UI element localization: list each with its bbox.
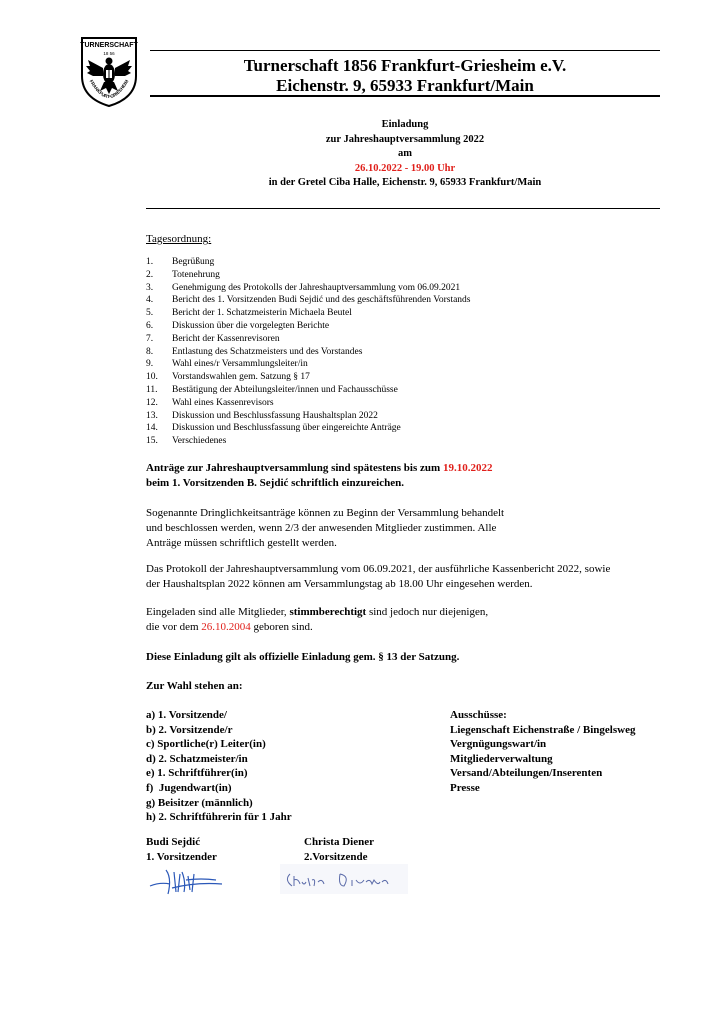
dringlichkeit-line3: Anträge müssen schriftlich gestellt werden.: [146, 537, 337, 549]
ausschuesse-heading: Ausschüsse:: [450, 709, 507, 721]
agenda-item-number: 12.: [146, 397, 158, 408]
antraege-line2: beim 1. Vorsitzenden B. Sejdić schriftlich einzureichen.: [146, 477, 404, 489]
invitation-am: am: [398, 148, 412, 159]
invitation-rule: [146, 208, 660, 209]
header-bottom-rule: [150, 95, 660, 97]
wahl-left-list: [146, 708, 292, 825]
wahl-position: b) 2. Vorsitzende/r: [146, 723, 233, 736]
header-top-rule: [150, 50, 660, 51]
agenda-item-number: 3.: [146, 282, 154, 293]
agenda-item-number: 5.: [146, 308, 154, 319]
antraege-notice: [146, 461, 666, 491]
protokoll-line1: Das Protokoll der Jahreshauptversammlung vom 06.09.2021, der ausführliche Kassenbericht 2022, sowie: [146, 563, 611, 575]
wahl-position: g) Beisitzer (männlich): [146, 796, 253, 809]
agenda-item-number: 10.: [146, 372, 158, 383]
wahl-position: a) 1. Vorsitzende/: [146, 709, 227, 721]
agenda-item-number: 1.: [146, 257, 154, 267]
handwritten-signature-right: [280, 864, 408, 894]
club-address: Eichenstr. 9, 65933 Frankfurt/Main: [276, 76, 534, 95]
signer-left-role: 1. Vorsitzender: [146, 850, 217, 863]
agenda-item: [146, 435, 471, 448]
club-name: Turnerschaft 1856 Frankfurt-Griesheim e.V.: [243, 56, 567, 75]
invitation-title: Einladung: [381, 119, 429, 130]
agenda-item: [146, 282, 471, 295]
agenda-item-text: Diskussion und Beschlussfassung Haushaltsplan 2022: [172, 410, 378, 421]
agenda-item-text: Bericht der Kassenrevisoren: [172, 333, 280, 344]
signature-left: [146, 835, 217, 864]
eingeladen-line2-text: die vor dem: [146, 621, 202, 633]
dringlichkeit-line2: und beschlossen werden, wenn 2/3 der anwesenden Mitglieder zustimmen. Alle: [146, 522, 497, 534]
agenda-item: [146, 307, 471, 320]
eingeladen-text-post: sind jedoch nur diejenigen,: [366, 606, 489, 618]
agenda-item-text: Begrüßung: [172, 257, 215, 267]
dringlichkeit-paragraph: [146, 506, 666, 551]
wahl-position: d) 2. Schatzmeister/in: [146, 752, 248, 765]
invitation-location: in der Gretel Ciba Halle, Eichenstr. 9, 65933 Frankfurt/Main: [268, 177, 542, 188]
agenda-item-number: 8.: [146, 346, 154, 357]
wahl-position: e) 1. Schriftführer(in): [146, 767, 248, 780]
ausschuss-item: Versand/Abteilungen/Inserenten: [450, 767, 603, 780]
agenda-item-text: Bericht der 1. Schatzmeisterin Michaela Beutel: [172, 308, 352, 319]
agenda-item-text: Vorstandswahlen gem. Satzung § 17: [172, 372, 310, 383]
eingeladen-paragraph: [146, 605, 666, 635]
agenda-item: [146, 320, 471, 333]
agenda-item: [146, 358, 471, 371]
agenda-item-number: 14.: [146, 423, 158, 434]
agenda-item-number: 9.: [146, 359, 154, 370]
agenda-item-text: Diskussion über die vorgelegten Berichte: [172, 320, 330, 331]
agenda-list: [146, 256, 471, 448]
agenda-item-number: 13.: [146, 410, 158, 421]
logo-top-text: TURNERSCHAFT: [80, 42, 138, 49]
protokoll-paragraph: [146, 562, 676, 592]
ausschuss-item: Presse: [450, 781, 480, 794]
official-note: Diese Einladung gilt als offizielle Einladung gem. § 13 der Satzung.: [146, 651, 460, 663]
invitation-date: 26.10.2022 - 19.00 Uhr: [354, 162, 456, 174]
agenda-title: Tagesordnung:: [146, 233, 212, 245]
agenda-item-number: 15.: [146, 436, 158, 447]
agenda-item: [146, 397, 471, 410]
wahl-title: Zur Wahl stehen an:: [146, 680, 243, 692]
ausschuss-item: Liegenschaft Eichenstraße / Bingelsweg: [450, 723, 636, 736]
agenda-item-number: 6.: [146, 320, 154, 331]
club-logo: [80, 36, 138, 108]
wahl-position: c) Sportliche(r) Leiter(in): [146, 738, 266, 751]
handwritten-signature-left: [146, 864, 226, 898]
wahl-position: f) Jugendwart(in): [146, 781, 232, 794]
agenda-item-text: Diskussion und Beschlussfassung über eingereichte Anträge: [172, 423, 401, 434]
wahl-right-list: [450, 708, 635, 796]
ausschuss-item: Vergnügungswart/in: [450, 738, 547, 751]
signer-left-name: Budi Sejdić: [146, 836, 201, 848]
agenda-item: [146, 294, 471, 307]
antraege-text: Anträge zur Jahreshauptversammlung sind spätestens bis zum: [146, 462, 443, 474]
agenda-item-text: Bestätigung der Abteilungsleiter/innen und Fachausschüsse: [172, 384, 398, 395]
dringlichkeit-line1: Sogenannte Dringlichkeitsanträge können zu Beginn der Versammlung behandelt: [146, 507, 505, 519]
agenda-item: [146, 346, 471, 359]
antraege-deadline: 19.10.2022: [442, 462, 493, 474]
protokoll-line2: der Haushaltsplan 2022 können am Versammlungstag ab 18.00 Uhr eingesehen werden.: [146, 578, 533, 590]
agenda-item-number: 2.: [146, 269, 154, 280]
agenda-item-text: Verschiedenes: [172, 436, 227, 447]
invitation-block: [150, 118, 660, 191]
agenda-item: [146, 371, 471, 384]
signer-right-role: 2.Vorsitzende: [304, 850, 368, 863]
birth-date: 26.10.2004: [201, 621, 251, 633]
invitation-subtitle: zur Jahreshauptversammlung 2022: [325, 133, 485, 145]
agenda-item: [146, 384, 471, 397]
agenda-item-text: Wahl eines Kassenrevisors: [172, 397, 274, 408]
antraege-line1: [146, 461, 666, 476]
agenda-item-number: 11.: [146, 384, 158, 395]
agenda-item-number: 4.: [146, 295, 154, 306]
eingeladen-line1: [146, 605, 666, 620]
agenda-item: [146, 269, 471, 282]
logo-bottom-text: FRANKFURT-GRIESHEIM: [88, 78, 130, 100]
wahl-position: h) 2. Schriftführerin für 1 Jahr: [146, 811, 292, 824]
eingeladen-line2-post: geboren sind.: [250, 621, 313, 633]
signature-right: [304, 835, 374, 864]
logo-years: 18 56: [103, 51, 115, 56]
agenda-item-text: Entlastung des Schatzmeisters und des Vorstandes: [172, 346, 363, 357]
agenda-item-text: Totenehrung: [172, 269, 220, 280]
ausschuss-item: Mitgliederverwaltung: [450, 752, 553, 765]
agenda-item-text: Bericht des 1. Vorsitzenden Budi Sejdić und des geschäftsführenden Vorstands: [172, 295, 471, 306]
eingeladen-text: Eingeladen sind alle Mitglieder,: [146, 606, 290, 618]
signer-right-name: Christa Diener: [304, 836, 374, 848]
stimmberechtigt-text: stimmberechtigt: [289, 606, 367, 618]
agenda-item-text: Wahl eines/r Versammlungsleiter/in: [172, 359, 308, 370]
agenda-item: [146, 256, 471, 269]
agenda-item: [146, 422, 471, 435]
agenda-item: [146, 333, 471, 346]
agenda-item-number: 7.: [146, 333, 154, 344]
eingeladen-line2: [146, 620, 666, 635]
agenda-item-text: Genehmigung des Protokolls der Jahreshauptversammlung vom 06.09.2021: [172, 282, 461, 293]
agenda-item: [146, 410, 471, 423]
